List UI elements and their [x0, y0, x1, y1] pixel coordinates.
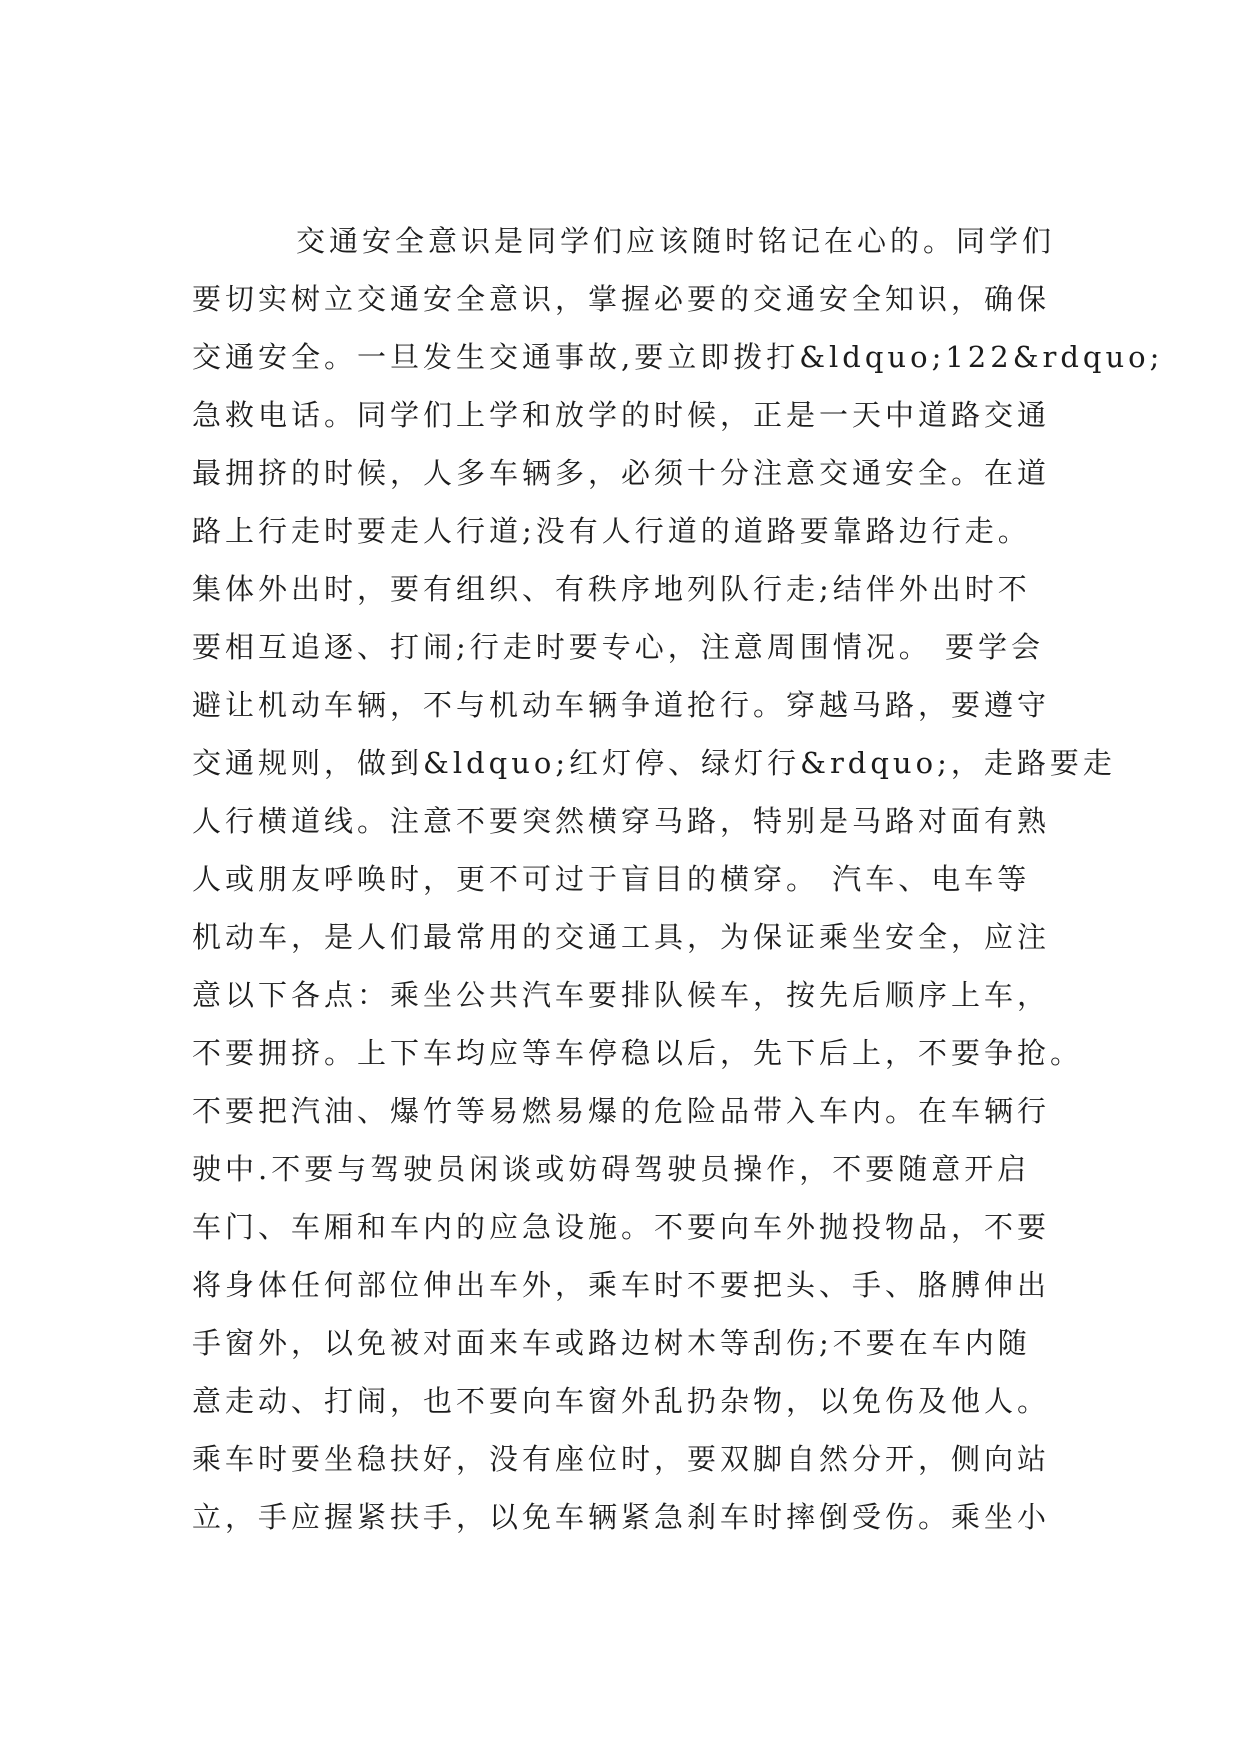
text-line: 交通安全意识是同学们应该随时铭记在心的。同学们: [296, 224, 1056, 258]
text-line: 人行横道线。注意不要突然横穿马路，特别是马路对面有熟: [192, 804, 1051, 838]
text-line: 人或朋友呼唤时，更不可过于盲目的横穿。 汽车、电车等: [192, 862, 1031, 896]
text-line: 将身体任何部位伸出车外，乘车时不要把头、手、胳膊伸出: [192, 1268, 1051, 1302]
text-line: 意以下各点：乘坐公共汽车要排队候车，按先后顺序上车，: [192, 978, 1051, 1012]
text-line: 最拥挤的时候，人多车辆多，必须十分注意交通安全。在道: [192, 456, 1051, 490]
text-line: 避让机动车辆，不与机动车辆争道抢行。穿越马路，要遵守: [192, 688, 1051, 722]
text-line: 要相互追逐、打闹;行走时要专心，注意周围情况。 要学会: [192, 630, 1044, 664]
text-line: 乘车时要坐稳扶好，没有座位时，要双脚自然分开，侧向站: [192, 1442, 1051, 1476]
text-line: 意走动、打闹，也不要向车窗外乱扔杂物，以免伤及他人。: [192, 1384, 1051, 1418]
text-line: 不要拥挤。上下车均应等车停稳以后，先下后上，不要争抢。: [192, 1036, 1084, 1070]
text-line: 不要把汽油、爆竹等易燃易爆的危险品带入车内。在车辆行: [192, 1094, 1051, 1128]
text-line: 交通安全。一旦发生交通事故,要立即拨打&ldquo;122&rdquo;: [192, 340, 1164, 374]
text-line: 立，手应握紧扶手，以免车辆紧急刹车时摔倒受伤。乘坐小: [192, 1500, 1051, 1534]
text-line: 驶中.不要与驾驶员闲谈或妨碍驾驶员操作，不要随意开启: [192, 1152, 1031, 1186]
text-line: 交通规则，做到&ldquo;红灯停、绿灯行&rdquo;，走路要走: [192, 746, 1116, 780]
text-line: 集体外出时，要有组织、有秩序地列队行走;结伴外出时不: [192, 572, 1031, 606]
text-line: 机动车，是人们最常用的交通工具，为保证乘坐安全，应注: [192, 920, 1051, 954]
text-line: 要切实树立交通安全意识，掌握必要的交通安全知识，确保: [192, 282, 1051, 316]
text-line: 急救电话。同学们上学和放学的时候，正是一天中道路交通: [192, 398, 1051, 432]
text-line: 路上行走时要走人行道;没有人行道的道路要靠路边行走。: [192, 514, 1031, 548]
text-line: 手窗外，以免被对面来车或路边树木等刮伤;不要在车内随: [192, 1326, 1031, 1360]
body-paragraph: [192, 212, 1164, 1546]
text-line: 车门、车厢和车内的应急设施。不要向车外抛投物品，不要: [192, 1210, 1051, 1244]
